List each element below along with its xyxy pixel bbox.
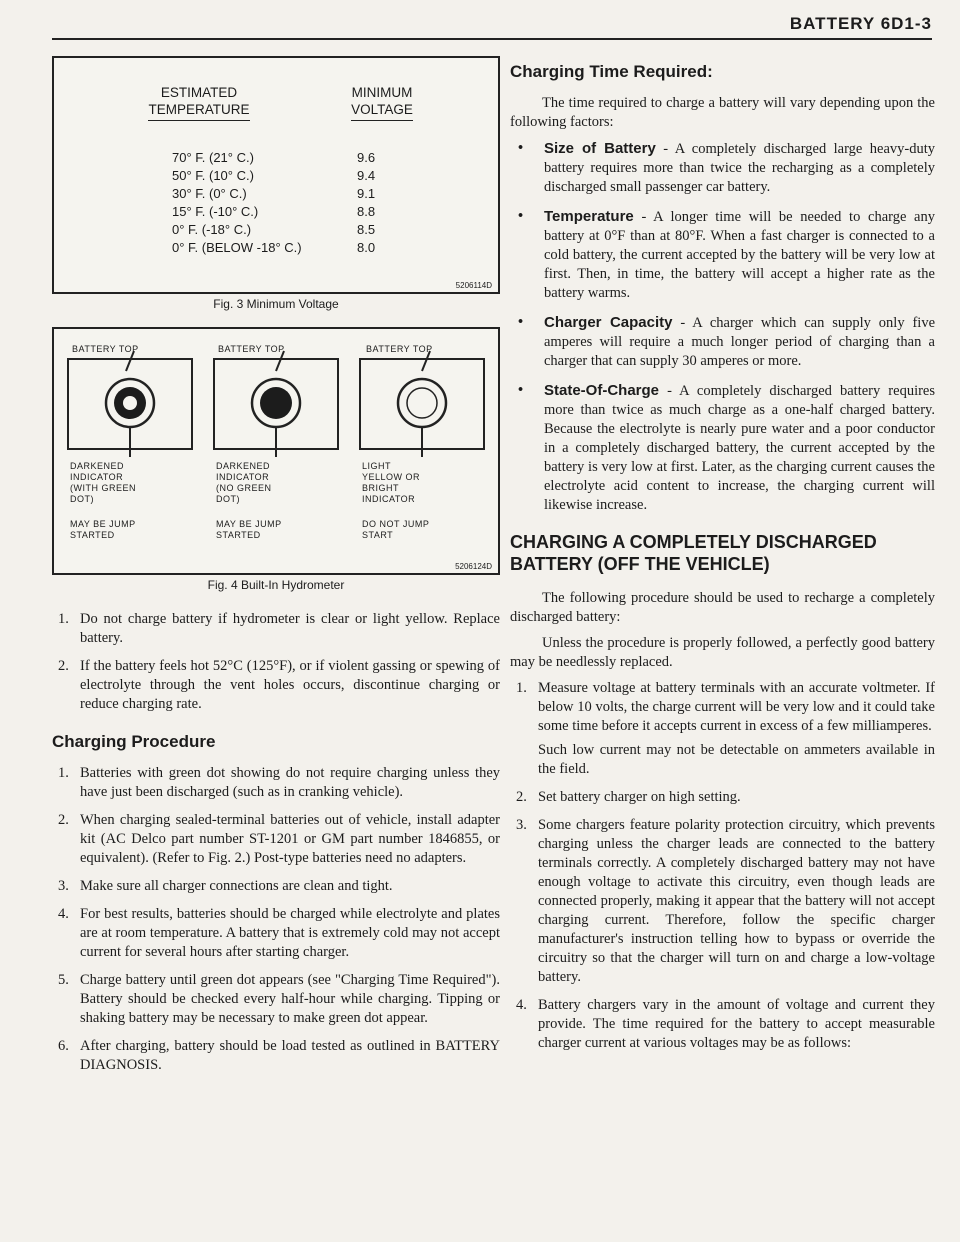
- list-item: [510, 816, 935, 987]
- bullet-item: [510, 381, 935, 515]
- item-number: 2.: [58, 658, 69, 674]
- voltage-table: [54, 150, 498, 258]
- figure-3-caption: Fig. 3 Minimum Voltage: [213, 297, 339, 311]
- temp-cell: 70° F. (21° C.): [172, 150, 254, 165]
- paragraph: The following procedure should be used to recharge a completely discharged battery:: [510, 590, 935, 625]
- pointer-arrow: [422, 351, 430, 371]
- indicator-dark-icon: [252, 379, 300, 457]
- battery-top-label: BATTERY TOP: [218, 344, 285, 354]
- item-text: Set battery charger on high setting.: [538, 789, 741, 805]
- temp-cell: 30° F. (0° C.): [172, 186, 247, 201]
- temp-cell: 0° F. (-18° C.): [172, 222, 252, 237]
- indicator-green-dot-icon: [106, 379, 154, 457]
- table-row: [54, 204, 498, 222]
- item-text: Do not charge battery if hydrometer is clear or light yellow. Replace battery.: [80, 611, 500, 646]
- label-line: INDICATOR: [70, 472, 124, 482]
- item-number: 2.: [516, 789, 527, 805]
- item-number: 2.: [58, 812, 69, 828]
- list-item: [52, 657, 500, 714]
- list-item: [510, 679, 935, 736]
- header-line: VOLTAGE: [351, 101, 413, 121]
- page-header: BATTERY 6D1-3: [789, 14, 932, 33]
- section-heading: Charging Procedure: [52, 732, 216, 751]
- paragraph: Unless the procedure is properly followed, a perfectly good battery may be needlessly replaced.: [510, 635, 935, 670]
- label-line: MAY BE JUMP: [70, 519, 136, 529]
- list-item: [52, 905, 500, 962]
- item-number: 5.: [58, 972, 69, 988]
- temperature-column-header: [124, 84, 274, 121]
- label-line: (WITH GREEN: [70, 483, 136, 493]
- item-number: 3.: [58, 878, 69, 894]
- header-rule: [52, 38, 932, 40]
- indicator-1-label: [70, 461, 136, 505]
- temp-cell: 50° F. (10° C.): [172, 168, 254, 183]
- bullet-term: Temperature: [544, 208, 634, 225]
- bullet-item: [510, 313, 935, 371]
- table-row: [54, 240, 498, 258]
- volt-cell: 9.6: [357, 150, 376, 165]
- item-text: Battery chargers vary in the amount of voltage and current they provide. The time required for the battery to accept measurable charger current at various voltages may be as follows:: [538, 997, 935, 1051]
- hydrometer-list: [52, 610, 500, 714]
- bullet-icon: •: [518, 382, 524, 398]
- label-line: INDICATOR: [362, 494, 416, 504]
- figure-4-hydrometer: [52, 327, 500, 575]
- volt-cell: 8.5: [357, 222, 376, 237]
- bullet-item: [510, 139, 935, 197]
- volt-cell: 9.1: [357, 186, 376, 201]
- action-2-label: [216, 519, 282, 541]
- item-number: 6.: [58, 1038, 69, 1054]
- label-line: DOT): [70, 494, 94, 504]
- paragraph: The time required to charge a battery will vary depending upon the following factors:: [510, 95, 935, 130]
- temp-cell: 15° F. (-10° C.): [172, 204, 259, 219]
- item-text: Batteries with green dot showing do not require charging unless they have just been discharged (such as in cranking vehicle).: [80, 765, 500, 800]
- bullet-term: Charger Capacity: [544, 314, 673, 331]
- left-column: [52, 56, 500, 1084]
- action-1-label: [70, 519, 136, 541]
- label-line: DARKENED: [216, 461, 271, 471]
- label-line: DO NOT JUMP: [362, 519, 430, 529]
- header-line: TEMPERATURE: [148, 101, 249, 121]
- pointer-arrow: [126, 351, 134, 371]
- bullet-term: Size of Battery: [544, 140, 656, 157]
- discharged-battery-list: [510, 679, 935, 1053]
- item-text: Measure voltage at battery terminals with an accurate voltmeter. If below 10 volts, the charge current will be very low and it could take some time before it accepts current in excess of a few milliamperes.: [538, 680, 935, 734]
- temp-cell: 0° F. (BELOW -18° C.): [172, 240, 302, 255]
- label-line: DARKENED: [70, 461, 125, 471]
- label-line: MAY BE JUMP: [216, 519, 282, 529]
- list-item: [52, 971, 500, 1028]
- figure-3-minimum-voltage: [52, 56, 500, 294]
- item-number: 4.: [516, 997, 527, 1013]
- voltage-column-header: [322, 84, 442, 121]
- bullet-icon: •: [518, 314, 524, 330]
- indicator-light-icon: [398, 379, 446, 457]
- list-item: [510, 996, 935, 1053]
- indicator-3-label: [362, 461, 420, 505]
- header-line: MINIMUM: [351, 85, 413, 100]
- action-3-label: [362, 519, 429, 541]
- figure-code: 5206124D: [455, 562, 492, 571]
- item-text: Some chargers feature polarity protection circuitry, which prevents charging unless the charger leads are connected to the battery terminals correctly. A completely discharged battery may not have enough voltage to activate this circuitry, even though leads are connected properly, making it appear that the battery will not accept charging current. Therefore, follow the specific charger manufacturer's instruction telling how to bypass or override the circuitry so that the charger will turn on and charge a low-voltage battery.: [538, 817, 935, 985]
- list-item: [52, 610, 500, 648]
- bullet-text: - A charger which can supply only five amperes will require a much longer period of charging than a charger that can supply 30 amperes or more.: [544, 315, 936, 369]
- label-line: STARTED: [70, 530, 115, 540]
- item-number: 4.: [58, 906, 69, 922]
- list-item: [52, 1037, 500, 1075]
- list-item-note: Such low current may not be detectable on ammeters available in the field.: [538, 742, 935, 777]
- item-number: 3.: [516, 817, 527, 833]
- volt-cell: 8.8: [357, 204, 376, 219]
- bullet-text: - A completely discharged battery requires more than twice as much charge as a one-half charged battery. Because the electrolyte is nearly pure water and a poor conductor in a completely discharged battery, the current accepted by the battery is very low at first. Later, as the charging current causes the electrolyte acid content to increase, the charging current will likewise increase.: [544, 383, 935, 513]
- indicator-2-label: [216, 461, 272, 505]
- bullet-icon: •: [518, 140, 524, 156]
- list-item: [52, 811, 500, 868]
- item-text: When charging sealed-terminal batteries out of vehicle, install adapter kit (AC Delco part number ST-1201 or GM part number 1846855, or equivalent). (Refer to Fig. 2.) Post-type batteries need no adapters.: [80, 812, 500, 866]
- section-heading: Charging Time Required:: [510, 62, 713, 81]
- item-text: Charge battery until green dot appears (see "Charging Time Required"). Battery should be checked every half-hour while charging. Tipping or shaking battery may be necessary to make green dot appear.: [80, 972, 500, 1026]
- bullet-item: [510, 207, 935, 303]
- section-heading: CHARGING A COMPLETELY DISCHARGED BATTERY (OFF THE VEHICLE): [510, 532, 877, 574]
- label-line: LIGHT: [362, 461, 392, 471]
- battery-top-label: BATTERY TOP: [366, 344, 433, 354]
- bullet-term: State-Of-Charge: [544, 382, 660, 399]
- list-item: [52, 764, 500, 802]
- label-line: (NO GREEN: [216, 483, 272, 493]
- volt-cell: 9.4: [357, 168, 376, 183]
- label-line: STARTED: [216, 530, 261, 540]
- item-text: If the battery feels hot 52°C (125°F), or if violent gassing or spewing of electrolyte through the vent holes occurs, discontinue charging or reduce charging rate.: [80, 658, 500, 712]
- table-row: [54, 150, 498, 168]
- item-number: 1.: [58, 611, 69, 627]
- item-number: 1.: [58, 765, 69, 781]
- bullet-text: - A completely discharged large heavy-duty battery requires more than twice the recharging as a completely discharged small passenger car battery.: [544, 141, 935, 195]
- header-line: ESTIMATED: [160, 85, 238, 100]
- charging-procedure-list: [52, 764, 500, 1075]
- volt-cell: 8.0: [357, 240, 376, 255]
- table-row: [54, 186, 498, 204]
- list-item: [52, 877, 500, 896]
- figure-code: 5206114D: [455, 281, 492, 290]
- label-line: INDICATOR: [216, 472, 270, 482]
- bullet-icon: •: [518, 208, 524, 224]
- table-row: [54, 168, 498, 186]
- figure-4-caption: Fig. 4 Built-In Hydrometer: [207, 578, 345, 592]
- label-line: BRIGHT: [362, 483, 400, 493]
- label-line: START: [362, 530, 394, 540]
- table-row: [54, 222, 498, 240]
- item-text: For best results, batteries should be charged while electrolyte and plates are at room temperature. A battery that is extremely cold may not accept current for several hours after starting charger.: [80, 906, 500, 960]
- item-text: Make sure all charger connections are clean and tight.: [80, 878, 393, 894]
- label-line: DOT): [216, 494, 240, 504]
- item-number: 1.: [516, 680, 527, 696]
- battery-top-label: BATTERY TOP: [72, 344, 139, 354]
- label-line: YELLOW OR: [362, 472, 421, 482]
- bullet-text: - A longer time will be needed to charge any battery at 0°F than at 80°F. When a fast charger is connected to a cold battery, the current accepted by the battery will be very low at first. Then, in time, the battery will accept a higher rate as the battery warms.: [544, 209, 935, 301]
- list-item: [510, 788, 935, 807]
- item-text: After charging, battery should be load tested as outlined in BATTERY DIAGNOSIS.: [80, 1038, 500, 1073]
- pointer-arrow: [276, 351, 284, 371]
- right-column: [510, 58, 935, 1062]
